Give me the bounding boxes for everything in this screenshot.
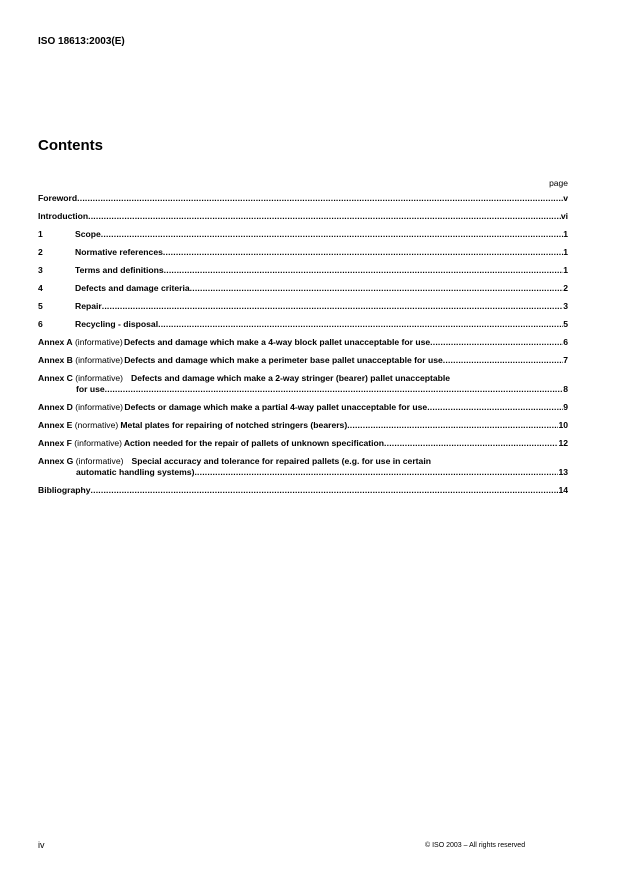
toc-entry-title: Introduction [38,211,89,221]
annex-label: Annex D [38,402,73,412]
dot-leader [102,301,563,312]
toc-entry-annex-b[interactable] [38,355,568,366]
toc-entry-page: vi [560,211,568,221]
toc-entry-recycling[interactable] [38,319,568,330]
dot-leader [384,438,558,449]
toc-entry-foreword[interactable] [38,193,568,204]
toc-entry-page: v [563,193,568,203]
document-id-header: ISO 18613:2003(E) [38,36,125,47]
dot-leader [101,229,563,240]
toc-entry-page: 2 [563,283,568,293]
annex-label: Annex E [38,420,73,430]
toc-entry-title-continued: for use [76,384,105,394]
annex-type: (normative) [74,420,119,430]
annex-label: Annex B [38,355,73,365]
toc-entry-title: Action needed for the repair of pallets of unknown specification [123,438,385,448]
toc-entry-annex-c[interactable] [38,373,568,395]
dot-leader [77,193,563,204]
toc-entry-number: 6 [38,319,43,329]
toc-entry-title: Defects and damage which make a 2-way stringer (bearer) pallet unacceptable [131,373,451,383]
toc-entry-normative-references[interactable] [38,247,568,258]
toc-entry-page: 7 [563,355,568,365]
toc-entry-introduction[interactable] [38,211,568,222]
toc-entry-page: 12 [558,438,568,448]
toc-entry-title: Repair [75,301,102,311]
toc-entry-number: 2 [38,247,43,257]
annex-type: (informative) [75,355,124,365]
dot-leader [430,337,563,348]
dot-leader [427,402,563,413]
toc-entry-page: 5 [563,319,568,329]
footer-page-number: iv [38,840,45,850]
dot-leader [88,211,561,222]
toc-entry-defects-criteria[interactable] [38,283,568,294]
toc-entry-annex-f[interactable] [38,438,568,449]
page-title: Contents [38,137,103,154]
table-of-contents [38,193,568,503]
dot-leader [443,355,563,366]
toc-entry-page: 6 [563,337,568,347]
toc-entry-title: Recycling - disposal [75,319,159,329]
annex-type: (informative) [75,456,124,466]
toc-entry-page: 8 [563,384,568,394]
toc-entry-annex-a[interactable] [38,337,568,348]
toc-entry-title: Defects and damage which make a perimeter base pallet unacceptable for use [124,355,443,365]
toc-entry-title-continued: automatic handling systems) [76,467,195,477]
toc-entry-title: Defects or damage which make a partial 4-way pallet unacceptable for use [124,402,428,412]
toc-entry-annex-g[interactable] [38,456,568,478]
toc-entry-number: 5 [38,301,43,311]
annex-type: (informative) [75,373,124,383]
toc-entry-page: 10 [558,420,568,430]
toc-entry-title: Foreword [38,193,78,203]
dot-leader [347,420,558,431]
page-column-label: page [549,178,568,188]
toc-entry-terms-and-definitions[interactable] [38,265,568,276]
annex-label: Annex G [38,456,74,466]
annex-type: (informative) [74,438,123,448]
annex-label: Annex C [38,373,73,383]
annex-type: (informative) [74,337,123,347]
annex-label: Annex A [38,337,73,347]
toc-entry-title: Metal plates for repairing of notched stringers (bearers) [120,420,348,430]
toc-entry-number: 3 [38,265,43,275]
toc-entry-title: Defects and damage criteria [75,283,190,293]
toc-entry-page: 9 [563,402,568,412]
toc-entry-title: Defects and damage which make a 4-way block pallet unacceptable for use [124,337,431,347]
annex-type: (informative) [75,402,124,412]
dot-leader [163,247,563,258]
toc-entry-page: 13 [558,467,568,477]
toc-entry-number: 4 [38,283,43,293]
dot-leader [164,265,564,276]
toc-entry-title: Scope [75,229,101,239]
toc-entry-annex-d[interactable] [38,402,568,413]
annex-label: Annex F [38,438,72,448]
toc-entry-scope[interactable] [38,229,568,240]
toc-entry-repair[interactable] [38,301,568,312]
toc-entry-bibliography[interactable] [38,485,568,496]
toc-entry-page: 14 [558,485,568,495]
dot-leader [190,283,564,294]
toc-entry-annex-e[interactable] [38,420,568,431]
dot-leader [194,467,558,478]
toc-entry-title: Normative references [75,247,163,257]
toc-entry-page: 1 [563,265,568,275]
toc-entry-page: 3 [563,301,568,311]
dot-leader [105,384,564,395]
toc-entry-title: Terms and definitions [75,265,164,275]
toc-entry-title: Bibliography [38,485,91,495]
toc-entry-page: 1 [563,247,568,257]
dot-leader [158,319,563,330]
toc-entry-title: Special accuracy and tolerance for repaired pallets (e.g. for use in certain [131,456,431,466]
footer-copyright: © ISO 2003 – All rights reserved [425,842,526,849]
toc-entry-page: 1 [563,229,568,239]
dot-leader [91,485,559,496]
toc-entry-number: 1 [38,229,43,239]
